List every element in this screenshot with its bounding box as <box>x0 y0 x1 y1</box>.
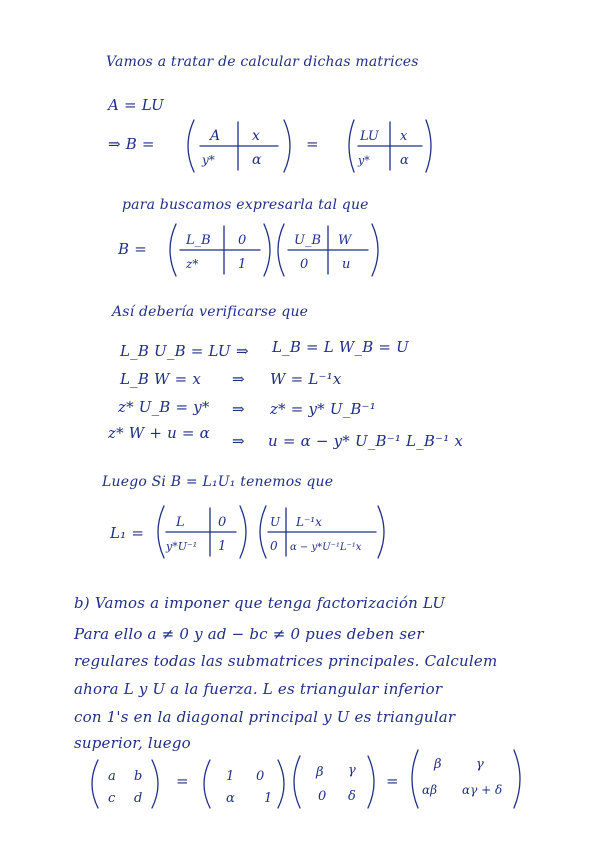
block-b2-12: x <box>400 129 408 144</box>
block-b2-21: y* <box>358 154 370 167</box>
final-r-22: αγ + δ <box>462 783 503 797</box>
part-b-line-6: superior, luego <box>74 734 191 752</box>
final-r-12: γ <box>476 757 484 772</box>
relation-1-rhs: L_B = L W_B = U <box>272 338 410 356</box>
final-u-11: β <box>316 765 324 780</box>
relation-3-lhs: z* U_B = y* <box>118 398 210 416</box>
part-b-line-2: Para ello a ≠ 0 y ad − bc ≠ 0 pues deben ser <box>74 625 424 643</box>
relation-1-arrow: ⇒ <box>236 342 249 360</box>
final-u-12: γ <box>348 763 356 778</box>
block-b2-22: α <box>400 153 409 168</box>
factor-l-12: 0 <box>238 233 247 248</box>
factor-u-21: 0 <box>300 257 309 272</box>
final-l-12: 0 <box>256 769 265 784</box>
l1-l-12: 0 <box>218 515 227 530</box>
factor-l-11: L_B <box>186 233 211 248</box>
l1-matrix-u <box>258 504 388 560</box>
factor-l-21: z* <box>186 257 199 271</box>
final-u-21: 0 <box>318 789 327 804</box>
block-b-21: y* <box>202 153 215 167</box>
relation-4-rhs: u = α − y* U_B⁻¹ L_B⁻¹ x <box>268 432 464 450</box>
final-l-21: α <box>226 791 235 806</box>
factor-matrix-u <box>276 222 380 278</box>
final-r-11: β <box>434 757 442 772</box>
block-matrix-b <box>186 118 296 174</box>
factor-l-22: 1 <box>238 257 247 272</box>
final-eq-1: = <box>176 772 189 790</box>
final-matrix-l <box>202 758 286 810</box>
a-equals-lu: A = LU <box>108 96 164 114</box>
l1-u-21: 0 <box>270 539 278 553</box>
final-l-22: 1 <box>264 791 273 806</box>
b-prefix: ⇒ B = <box>108 135 155 153</box>
part-b-line-5: con 1's en la diagonal principal y U es triangular <box>74 708 456 726</box>
factor-u-22: u <box>342 257 351 272</box>
buscamos-line: para buscamos expresarla tal que <box>122 197 369 213</box>
luego-line: Luego Si B = L₁U₁ tenemos que <box>102 474 334 490</box>
factor-prefix: B = <box>118 240 147 258</box>
final-matrix-u <box>292 754 376 810</box>
relation-2-rhs: W = L⁻¹x <box>270 370 342 388</box>
part-b-line-1: b) Vamos a imponer que tenga factorización LU <box>74 594 446 612</box>
asi-line: Así debería verificarse que <box>112 304 309 320</box>
final-r-21: αβ <box>422 783 438 797</box>
block-b2-11: LU <box>360 129 379 144</box>
l1-u-22: α − y*U⁻¹L⁻¹x <box>290 542 362 553</box>
l1-u-11: U <box>270 515 281 529</box>
l1-l-21: y*U⁻¹ <box>166 540 198 553</box>
final-l-11: 1 <box>226 769 235 784</box>
final-eq-2: = <box>386 772 399 790</box>
relation-1-lhs: L_B U_B = LU <box>120 342 231 360</box>
l1-matrix-l <box>156 504 248 560</box>
final-m-11: a <box>108 769 116 784</box>
part-b-line-4: ahora L y U a la fuerza. L es triangular inferior <box>74 680 443 698</box>
equals-sign: = <box>306 135 319 153</box>
final-m-12: b <box>134 769 143 784</box>
block-b-12: x <box>252 128 260 144</box>
relation-4-lhs: z* W + u = α <box>108 424 210 442</box>
relation-3-arrow: ⇒ <box>232 400 245 418</box>
part-b-line-3: regulares todas las submatrices principales. Calculem <box>74 652 498 670</box>
l1-l-11: L <box>176 515 185 530</box>
intro-line: Vamos a tratar de calcular dichas matrices <box>106 54 419 70</box>
l1-u-12: L⁻¹x <box>296 515 322 529</box>
relation-3-rhs: z* = y* U_B⁻¹ <box>270 400 376 418</box>
l1-l-22: 1 <box>218 539 227 554</box>
block-b-11: A <box>210 128 221 144</box>
factor-matrix-l <box>168 222 272 278</box>
factor-u-11: U_B <box>294 233 322 248</box>
relation-4-arrow: ⇒ <box>232 432 245 450</box>
block-b-22: α <box>252 152 262 168</box>
l1-prefix: L₁ = <box>110 524 145 542</box>
final-matrix-m <box>90 758 160 810</box>
block-matrix-b-lu <box>348 118 432 174</box>
relation-2-lhs: L_B W = x <box>120 370 202 388</box>
final-u-22: δ <box>348 789 356 804</box>
factor-u-12: W <box>338 233 352 248</box>
relation-2-arrow: ⇒ <box>232 370 245 388</box>
final-m-21: c <box>108 791 116 806</box>
final-matrix-result <box>410 748 524 810</box>
final-m-22: d <box>134 791 143 806</box>
